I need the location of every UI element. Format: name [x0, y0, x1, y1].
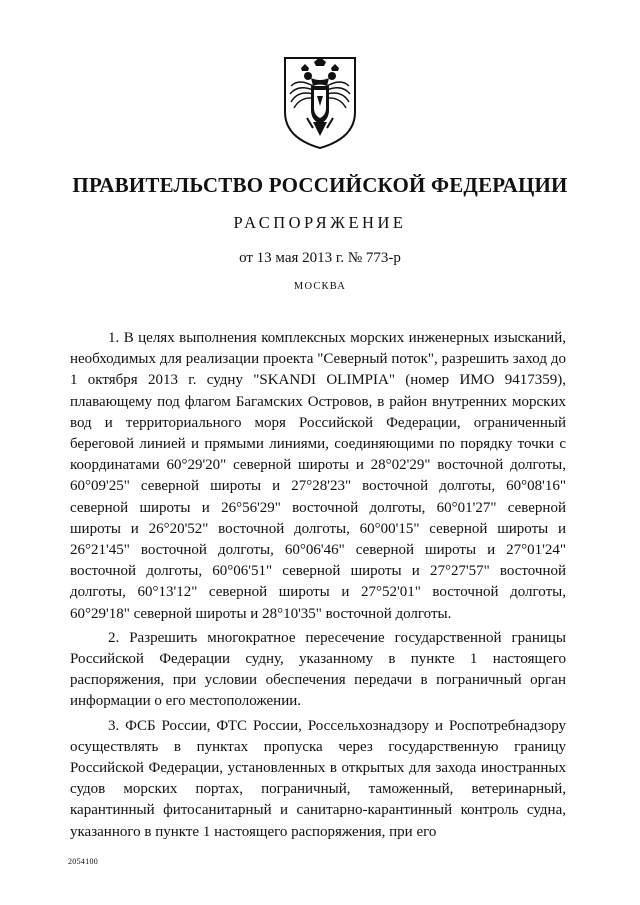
document-type: РАСПОРЯЖЕНИЕ [233, 213, 407, 232]
paragraph-3: 3. ФСБ России, ФТС России, Россельхознадзору и Роспотребнадзору осуществлять в пунктах пропуска через государственную границу Российской Федерации, установленных в открытых для захода иностранных судов морских портах, пограничный, таможенный, ветеринарный, карантинный фитосанитарный и санитарно-карантинный контроль судна, указанного в пункте 1 настоящего распоряжения, при его [70, 717, 566, 840]
paragraph-1: 1. В целях выполнения комплексных морских инженерных изысканий, необходимых для реализации проекта "Северный поток", разрешить заход до 1 октября 2013 г. судну "SKANDI OLIMPIA" (номер ИМО 9417359), плавающему под флагом Багамских Островов, в район внутренних морских вод и территориального моря Российской Федерации, ограниченный береговой линией и прямыми линиями, соединяющими по порядку точки с координатами 60°29'20" северной широты и 28°02'29" восточной долготы, 60°09'25" северной широты и 27°28'23" восточной долготы, 60°08'16" северной широты и 26°56'29" восточной долготы, 60°01'27" северной широты и 26°20'52" восточной долготы, 60°00'15" северной широты и 26°21'45" восточной долготы, 60°06'46" северной широты и 27°01'24" восточной долготы, 60°06'51" северной широты и 27°27'57" восточной долготы, 60°13'12" северной широты и 27°52'01" восточной долготы, 60°29'18" северной широты и 28°10'35" восточной долготы. [70, 330, 566, 622]
government-title: ПРАВИТЕЛЬСТВО РОССИЙСКОЙ ФЕДЕРАЦИИ [72, 173, 568, 197]
document-place: МОСКВА [293, 281, 347, 292]
footer-code: 2054100 [68, 857, 99, 866]
coat-of-arms-icon [281, 52, 359, 152]
paragraph-2: 2. Разрешить многократное пересечение государственной границы Российской Федерации судну, указанному в пункте 1 настоящего распоряжения, при условии обеспечения передачи в пограничный орган информации о его местоположении. [70, 629, 566, 710]
document-date-number: от 13 мая 2013 г. № 773-р [239, 250, 401, 266]
document-body [70, 328, 566, 846]
